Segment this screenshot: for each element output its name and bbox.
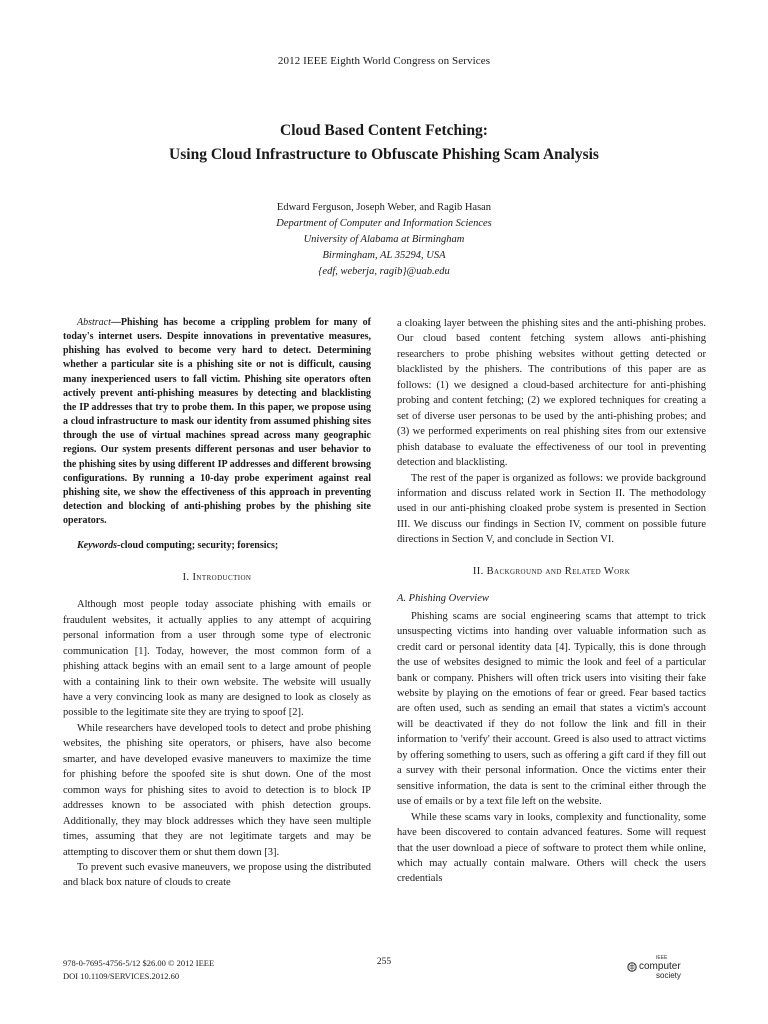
author-block [0, 200, 768, 280]
logo-ieee-text: IEEE [656, 955, 668, 961]
keywords-text: -cloud computing; security; forensics; [117, 540, 279, 552]
author-department: Department of Computer and Information Sciences [276, 218, 492, 229]
subsection-heading-phishing-overview: A. Phishing Overview [397, 593, 489, 605]
author-location: Birmingham, AL 35294, USA [322, 250, 446, 261]
logo-computer-text: computer [639, 961, 681, 972]
paragraph: While researchers have developed tools to detect and probe phishing websites, the phishing site operators, or phisers, have also become smarter, and have developed evasive maneuvers to maximize the time for phishing before the spoofed site is shut down. One of the most common ways for phishing sites to avoid to detection is to block IP addresses known to be associated with phish detection groups. Additionally, they may block addresses which they have seen multiple times, assuming that they are not legitimate targets and may be attempting to discover them or shut them down [3]. [63, 722, 371, 858]
author-email: {edf, weberja, ragib}@uab.edu [318, 266, 450, 277]
title-line-2: Using Cloud Infrastructure to Obfuscate Phishing Scam Analysis [169, 146, 599, 163]
paragraph: a cloaking layer between the phishing sites and the anti-phishing probes. Our cloud based content fetching system allows anti-phishing researchers to probe phishing websites without getting detected or blacklisted by the phishers. The contributions of this paper are as follows: (1) we designed a cloud-based architecture for anti-phishing probing and content fetching; (2) we explored techniques for creating a set of diverse user personas to be used by the anti-phishing probes; and (3) we performed experiments on real phishing sites from our extensive phish database to evaluate the effectiveness of our tool in preventing detection and blacklisting. [397, 318, 706, 469]
author-university: University of Alabama at Birmingham [303, 234, 465, 245]
paper-title [0, 119, 768, 167]
abstract-text: —Phishing has become a crippling problem for many of today's internet users. Despite innovations in preventative measures, phishing has evolved to become very hard to detect. Determining whether a particular site is a phishing site or not is difficult, causing many inexperienced users to fall victim. Phishing site operators often actively prevent anti-phishing measures by detecting and blacklisting the IP addresses that try to probe them. In this paper, we propose using a cloud infrastructure to mask our identity from assumed phishing sites through the use of virtual machines spread across many geographic regions. Our system presents different personas and user behavior to the phishing sites by using different IP addresses and different browsing configurations. By running a 10-day probe experiment against real phishing site, we show the effectiveness of this approach in preventing detection and blocking of anti-phishing probes by the phishing site operators. [63, 317, 371, 527]
paragraph: While these scams vary in looks, complexity and functionality, some have been discovered to contain advanced features. Some will request that the user download a piece of software to protect them while online, which may actually contain malware. Others will check the users credentials [397, 811, 706, 885]
footer-doi: DOI 10.1109/SERVICES.2012.60 [63, 971, 180, 981]
right-column [397, 316, 706, 887]
abstract [63, 316, 371, 528]
paragraph: The rest of the paper is organized as follows: we provide background information and discuss related work in Section II. The methodology used in our anti-phishing cloaked probe system is presented in Section III. We discuss our findings in Section IV, comment on possible future directions in Section V, and conclude in Section VI. [397, 472, 706, 546]
title-line-1: Cloud Based Content Fetching: [280, 122, 488, 139]
conference-header: 2012 IEEE Eighth World Congress on Services [277, 55, 491, 67]
keywords [63, 538, 371, 553]
logo-society-text: society [656, 971, 681, 980]
page-number: 255 [376, 957, 392, 967]
left-column [63, 316, 371, 891]
paragraph: Although most people today associate phishing with emails or fraudulent websites, it actually applies to any attempt of acquiring personal information from a user through some type of electronic communication [1]. Today, however, the most common form of a phishing attack begins with an email sent to a large amount of people with a containing link to their own website. The website will usually have a very convincing look as many are designed to look as closely as possible to the legitimate site they are trying to spoof [2]. [63, 599, 371, 719]
section-heading-introduction: I. Introduction [182, 571, 252, 583]
abstract-label: Abstract [77, 317, 111, 328]
author-names: Edward Ferguson, Joseph Weber, and Ragib Hasan [276, 202, 492, 213]
footer-isbn: 978-0-7695-4756-5/12 $26.00 © 2012 IEEE [63, 958, 215, 968]
keywords-label: Keywords [77, 540, 117, 552]
paragraph: Phishing scams are social engineering scams that attempt to trick unsuspecting victims into handing over valuable information such as credit card or personal identity data [4]. Typically, this is done through the use of websites designed to mimic the look and feel of a particular bank or company. Phishers will often trick users into visiting their fake website by playing on the emotions of fear or greed. Fear based tactics are often used, such as sending an email that states a victim's account will be deactivated if they do not follow the link and fill in their information to 'verify' their account. Greed is also used to attract victims by offering something to users, such as offering a gift card if they fill out a survey with their personal information. Once the victims enter their sensitive information, the data is sent to the criminal either through the use of emails or by a text file left on the website. [397, 610, 706, 808]
section-heading-background: II. Background and Related Work [472, 565, 631, 577]
paragraph: To prevent such evasive maneuvers, we propose using the distributed and black box nature of clouds to create [63, 861, 371, 889]
ieee-computer-society-logo [626, 952, 686, 980]
